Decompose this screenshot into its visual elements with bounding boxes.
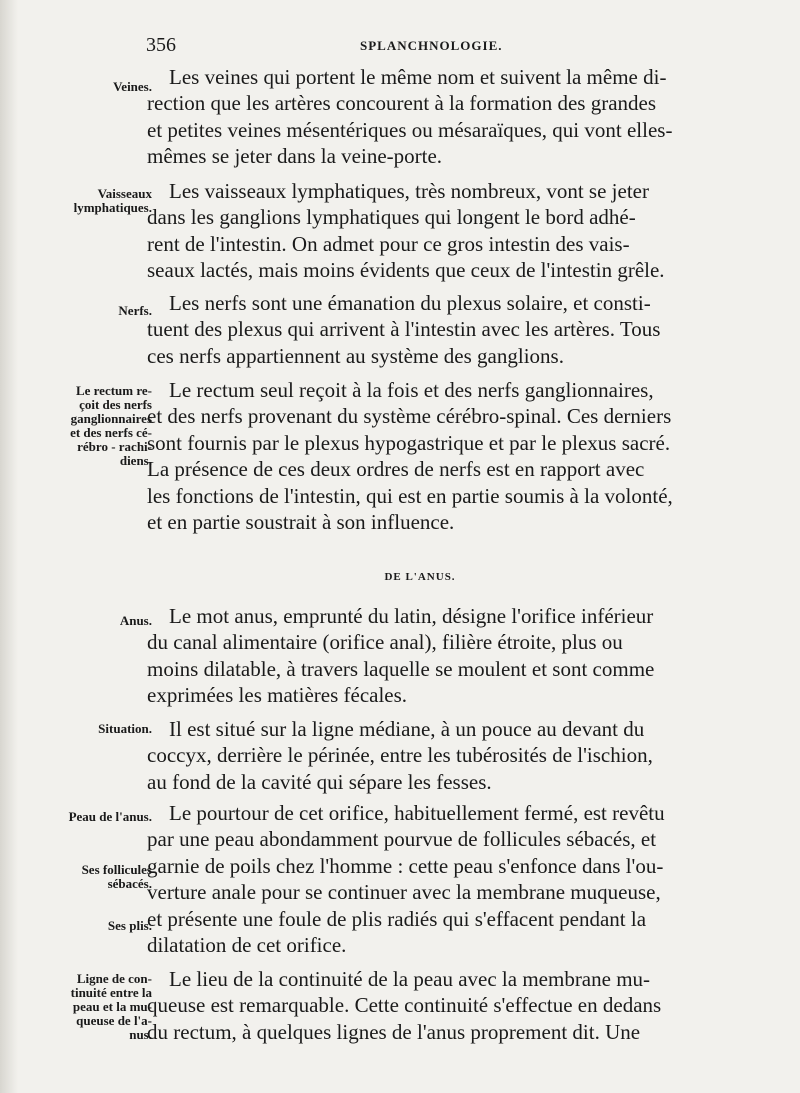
- paragraph-situation: Il est situé sur la ligne médiane, à un pouce au devant du coccyx, derrière le périnée, entre les tubérosités de l'ischion, au fond de la cavité qui sépare les fesses.: [147, 717, 653, 794]
- running-title: SPLANCHNOLOGIE.: [360, 38, 503, 53]
- paragraph-ligne-continuite: Le lieu de la continuité de la peau avec la membrane mu- queuse est remarquable. Cette continuité s'effectue en dedans du rectum, à quelques lignes de l'anus proprement dit. Une: [147, 967, 662, 1044]
- margin-note-nerfs: Nerfs.: [118, 303, 152, 318]
- margin-note-plis: Ses plis.: [107, 918, 152, 933]
- paragraph-veines: Les veines qui portent le même nom et suivent la même di- rection que les artères concourent à la formation des grandes et petites veines mésentériques ou mésaraïques, qui vont elles- mêmes se jeter dans la veine-porte.: [147, 65, 673, 169]
- margin-note-anus: Anus.: [119, 613, 152, 628]
- page-edge-shadow: [0, 0, 18, 1093]
- margin-note-peau: Peau de l'anus.: [68, 809, 152, 824]
- margin-note-rectum-nerfs: Le rectum re- çoit des nerfs ganglionnaires et des nerfs cé- rébro - rachi- diens.: [70, 383, 152, 468]
- paragraph-nerfs: Les nerfs sont une émanation du plexus solaire, et consti- tuent des plexus qui arrivent à l'intestin avec les artères. Tous ces nerfs appartiennent au système des ganglions.: [147, 291, 661, 368]
- paragraph-rectum-nerfs: Le rectum seul reçoit à la fois et des nerfs ganglionnaires, et des nerfs provenant du système cérébro-spinal. Ces derniers sont fournis par le plexus hypogastrique et par le plexus sacré. La présence de ces deux ordres de nerfs est en rapport avec les fonctions de l'intestin, qui est en partie soumis à la volonté, et en partie soustrait à son influence.: [147, 378, 673, 535]
- margin-note-veines: Veines.: [113, 79, 152, 94]
- margin-note-ligne-continuite: Ligne de con- tinuité entre la peau et la mu- queuse de l'a- nus.: [70, 971, 152, 1042]
- page-number: 356: [146, 34, 176, 56]
- margin-note-vaisseaux: Vaisseaux lymphatiques.: [73, 186, 152, 215]
- paragraph-peau: Le pourtour de cet orifice, habituellement fermé, est revêtu par une peau abondamment pourvue de follicules sébacés, et garnie de poils chez l'homme : cette peau s'enfonce dans l'ou- verture anale pour se continuer avec la membrane muqueuse, et présente une foule de plis radiés qui s'effacent pendant la dilatation de cet orifice.: [147, 801, 665, 958]
- paragraph-vaisseaux: Les vaisseaux lymphatiques, très nombreux, vont se jeter dans les ganglions lymphatiques qui longent le bord adhé- rent de l'intestin. On admet pour ce gros intestin des vais- seaux lactés, mais moins évidents que ceux de l'intestin grêle.: [147, 179, 665, 283]
- page-header: [0, 34, 800, 58]
- margin-note-situation: Situation.: [98, 721, 152, 736]
- paragraph-anus: Le mot anus, emprunté du latin, désigne l'orifice inférieur du canal alimentaire (orifice anal), filière étroite, plus ou moins dilatable, à travers laquelle se moulent et sont comme exprimées les matières fécales.: [147, 604, 655, 708]
- section-heading-anus: DE L'ANUS.: [384, 571, 456, 583]
- margin-note-follicules: Ses follicules sébacés.: [81, 862, 152, 891]
